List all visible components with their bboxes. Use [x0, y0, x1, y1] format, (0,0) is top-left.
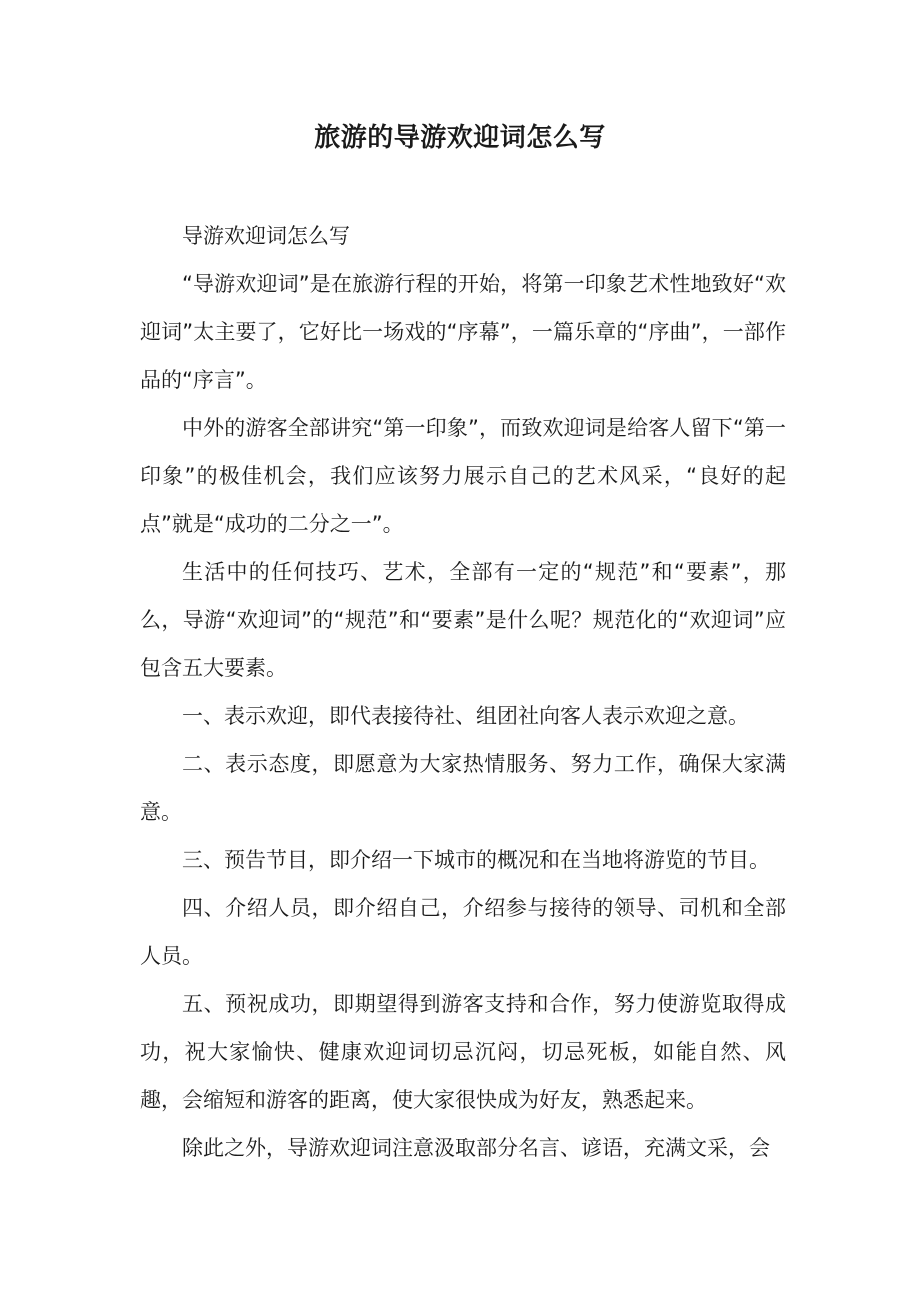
- paragraph-element-1: 一、表示欢迎，即代表接待社、组团社向客人表示欢迎之意。: [182, 704, 749, 728]
- paragraph-element-3: 三、预告节目，即介绍一下城市的概况和在当地将游览的节目。: [182, 848, 770, 872]
- document-title: 旅游的导游欢迎词怎么写: [314, 123, 606, 153]
- paragraph-element-4: 四、介绍人员，即介绍自己，介绍参与接待的领导、司机和全部人员。: [140, 896, 786, 968]
- paragraph-element-5: 五、预祝成功，即期望得到游客支持和合作，努力使游览取得成功，祝大家愉快、健康欢迎词切忌沉闷，切忌死板，如能自然、风趣，会缩短和游客的距离，使大家很快成为好友，熟悉起来。: [140, 992, 786, 1112]
- document-body: [140, 212, 786, 1172]
- paragraph-first-impression: 中外的游客全部讲究“第一印象”，而致欢迎词是给客人留下“第一印象”的极佳机会，我们应该努力展示自己的艺术风采，“良好的起点”就是“成功的二分之一”。: [140, 416, 786, 536]
- paragraph-heading: 导游欢迎词怎么写: [182, 224, 350, 248]
- paragraph-welcome-intro: “导游欢迎词”是在旅游行程的开始，将第一印象艺术性地致好“欢迎词”太主要了，它好比一场戏的“序幕”，一篇乐章的“序曲”，一部作品的“序言”。: [140, 272, 786, 392]
- paragraph-element-2: 二、表示态度，即愿意为大家热情服务、努力工作，确保大家满意。: [140, 752, 786, 824]
- paragraph-five-elements: 生活中的任何技巧、艺术，全部有一定的“规范”和“要素”，那么，导游“欢迎词”的“规范”和“要素”是什么呢？规范化的“欢迎词”应包含五大要素。: [140, 560, 786, 680]
- paragraph-closing: 除此之外，导游欢迎词注意汲取部分名言、谚语，充满文采，会: [182, 1136, 770, 1160]
